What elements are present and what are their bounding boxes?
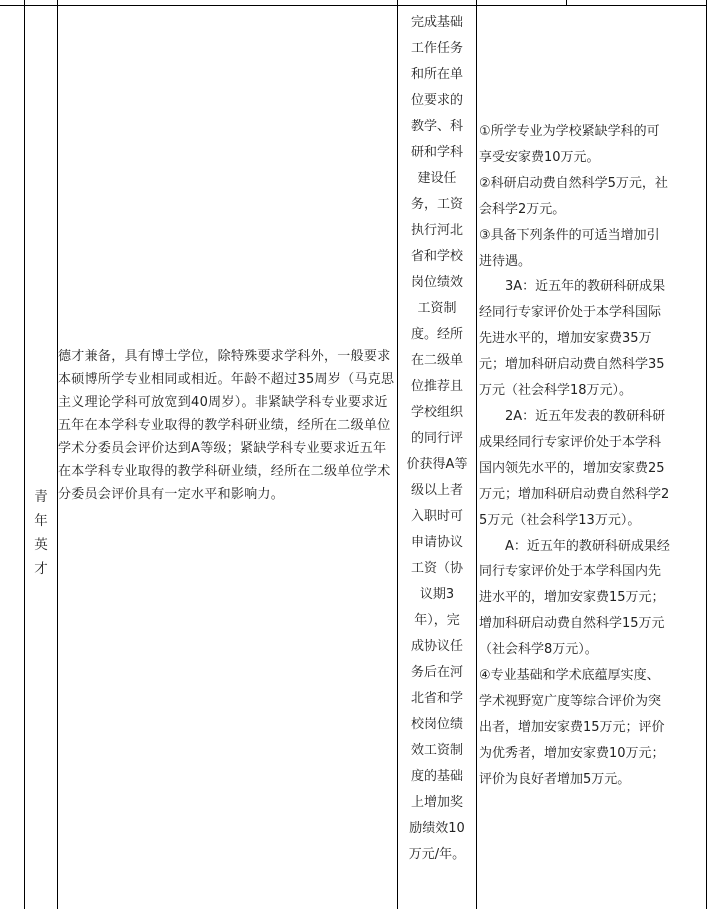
salary-line: 研和学科 [410, 145, 463, 160]
salary-line: 务，工资 [410, 197, 463, 212]
category-char: 青 [34, 489, 48, 505]
salary-line: 申请协议 [410, 535, 463, 550]
salary-line: 价获得A等 [406, 457, 468, 472]
salary-line: 入职时可 [410, 509, 463, 524]
benefits-cell [479, 119, 705, 793]
salary-line: 校岗位绩 [410, 717, 463, 732]
salary-line: 工作任务 [410, 41, 463, 56]
benefit-line: 3A：近五年的教研科研成果 [479, 279, 666, 295]
previous-row-divider [566, 0, 567, 5]
salary-line: 学校组织 [410, 405, 463, 420]
salary-line: 在二级单 [410, 353, 463, 368]
benefit-line: ③具备下列条件的可适当增加引 [479, 227, 660, 243]
salary-line: 教学、科 [410, 119, 463, 134]
benefit-line: 同行专家评价处于本学科国内先 [479, 564, 662, 580]
benefit-line: 增加科研启动费自然科学15万元 [479, 616, 665, 632]
requirements-cell: 德才兼备，具有博士学位，除特殊要求学科外，一般要求本硕博所学专业相同或相近。年龄不超过35周岁（马克思主义理论学科可放宽到40周岁）。非紧缺学科专业要求近五年在本学科专业取得的教学科研业绩，经所在二级单位学术分委员会评价达到A等级；紧缺学科专业要求近五年在本学科专业取得的教学科研业绩，经所在二级单位学术分委员会评价具有一定水平和影响力。 [58, 349, 395, 502]
benefit-line: 先进水平的，增加安家费35万 [479, 331, 652, 347]
benefit-line: 享受安家费10万元。 [479, 149, 600, 165]
salary-line: 上增加奖 [410, 795, 463, 810]
benefit-line: 5万元（社会科学13万元）。 [479, 512, 641, 528]
salary-line: 效工资制 [410, 743, 463, 758]
salary-line: 务后在河 [410, 665, 463, 680]
salary-line: 励绩效10 [409, 821, 465, 836]
salary-line: 的同行评 [410, 431, 463, 446]
benefit-line: 学术视野宽广度等综合评价为突 [479, 693, 662, 709]
benefit-line: 2A：近五年发表的教研科研 [479, 408, 666, 424]
salary-line: 成协议任 [410, 639, 463, 654]
salary-line: 和所在单 [410, 67, 463, 82]
salary-line: 建设任 [417, 171, 457, 186]
benefit-line: 评价为良好者增加5万元。 [479, 771, 631, 787]
category-char: 才 [34, 561, 48, 577]
salary-line: 北省和学 [410, 691, 463, 706]
benefit-line: A：近五年的教研科研成果经 [479, 538, 670, 554]
salary-line: 省和学校 [410, 249, 463, 264]
salary-line: 岗位绩效 [410, 275, 463, 290]
category-cell [26, 485, 56, 581]
benefit-line: 进水平的，增加安家费15万元； [479, 590, 665, 606]
salary-line: 执行河北 [410, 223, 463, 238]
salary-line: 年），完 [414, 613, 460, 628]
category-char: 年 [34, 513, 48, 529]
salary-cell [400, 10, 474, 868]
benefit-line: （社会科学8万元）。 [479, 642, 598, 658]
benefit-line: 元；增加科研启动费自然科学35 [479, 357, 665, 373]
benefit-line: 会科学2万元。 [479, 201, 566, 217]
table-row-border [0, 5, 707, 6]
benefit-line: ②科研启动费自然科学5万元，社 [479, 175, 668, 191]
benefit-line: 进待遇。 [479, 253, 532, 269]
salary-line: 度。经所 [410, 327, 463, 342]
benefit-line: 出者，增加安家费15万元；评价 [479, 719, 665, 735]
salary-line: 级以上者 [410, 483, 463, 498]
benefit-line: 成果经同行专家评价处于本学科 [479, 434, 662, 450]
table-border-right [706, 0, 707, 909]
benefit-line: 万元；增加科研启动费自然科学2 [479, 486, 670, 502]
table-divider [476, 0, 477, 909]
table-divider [397, 0, 398, 909]
salary-line: 工资制 [417, 301, 457, 316]
benefit-line: 为优秀者，增加安家费10万元； [479, 745, 665, 761]
category-char: 英 [34, 537, 48, 553]
salary-line: 工资（协 [410, 561, 463, 576]
salary-line: 万元/年。 [408, 847, 466, 862]
table-border-left [24, 0, 25, 909]
benefit-line: 万元（社会科学18万元）。 [479, 383, 633, 399]
salary-line: 议期3 [419, 587, 455, 602]
salary-line: 度的基础 [410, 769, 463, 784]
salary-line: 位推荐且 [410, 379, 463, 394]
salary-line: 完成基础 [410, 15, 463, 30]
benefit-line: ④专业基础和学术底蕴厚实度、 [479, 668, 660, 684]
salary-line: 位要求的 [410, 93, 463, 108]
benefit-line: 经同行专家评价处于本学科国际 [479, 305, 662, 321]
benefit-line: 国内领先水平的，增加安家费25 [479, 460, 665, 476]
benefit-line: ①所学专业为学校紧缺学科的可 [479, 124, 660, 139]
